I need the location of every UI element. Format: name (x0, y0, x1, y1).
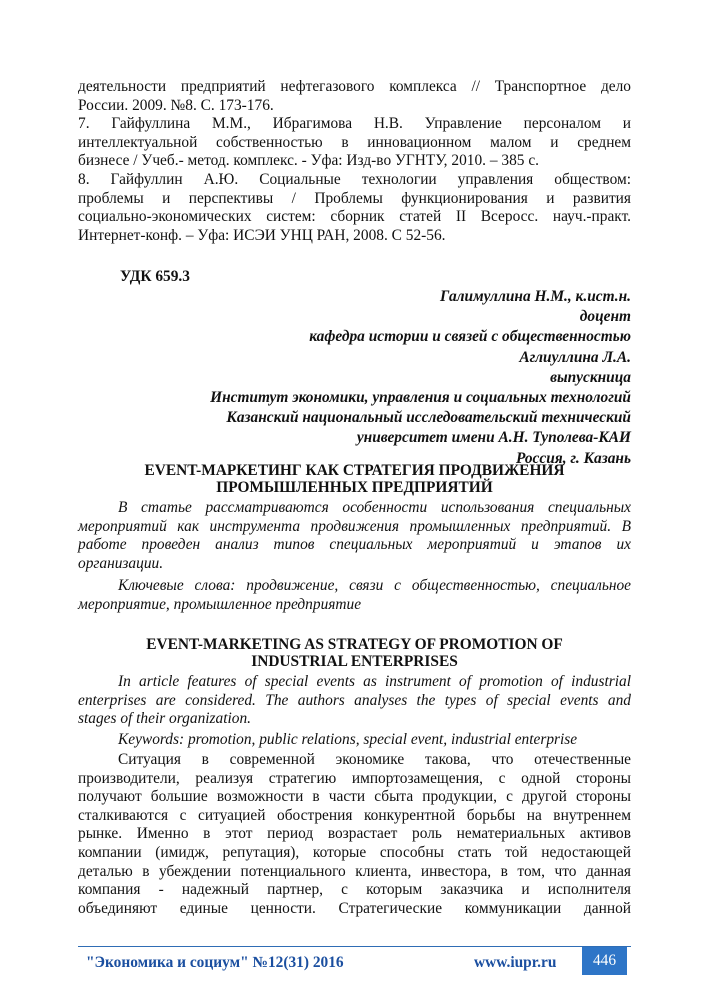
reference-line: 7. Гайфуллина М.М., Ибрагимова Н.В. Управление персоналом и (78, 115, 631, 133)
reference-line: деятельности предприятий нефтегазового комплекса // Транспортное дело (78, 78, 631, 95)
article-title-en (78, 636, 631, 670)
title-line: ПРОМЫШЛЕННЫХ ПРЕДПРИЯТИЙ (216, 479, 493, 496)
author-block (78, 287, 631, 469)
reference-line: России. 2009. №8. С. 173-176. (78, 96, 274, 114)
body-line: объединяют единые ценности. Стратегические коммуникации данной (78, 899, 631, 917)
reference-item (78, 78, 631, 115)
page-number: 446 (582, 947, 627, 975)
abstract-line: In article features of special events as instrument of promotion of industrial (118, 673, 631, 690)
body-line: рынке. Именно в этот период возрастает роль нематериальных активов (78, 825, 631, 843)
abstract-line: В статье рассматриваются особенности использования специальных (118, 499, 631, 516)
reference-line: проблемы и перспективы / Проблемы функционирования и развития (78, 189, 631, 207)
article-title-ru (78, 462, 631, 496)
reference-line: 8. Гайфуллин А.Ю. Социальные технологии управления обществом: (78, 170, 631, 188)
author-university: университет имени А.Н. Туполева-КАИ (356, 429, 631, 447)
author-university: Казанский национальный исследовательский технический (226, 409, 631, 427)
abstract-ru (78, 499, 631, 573)
body-line: сталкиваются с ситуацией обострения конкурентной борьбы на внутреннем (78, 806, 631, 824)
reference-item (78, 115, 631, 171)
title-line: EVENT-MARKETING AS STRATEGY OF PROMOTION OF (146, 636, 563, 653)
body-paragraph (78, 751, 631, 918)
references-list (78, 78, 631, 245)
author-name: Аглиуллина Л.А. (519, 348, 631, 366)
abstract-line: enterprises are considered. The authors analyses the types of special events and (78, 691, 631, 709)
footer-divider (78, 946, 631, 947)
abstract-line: организации. (78, 554, 164, 572)
author-position: доцент (579, 308, 631, 326)
title-line: INDUSTRIAL ENTERPRISES (251, 653, 458, 670)
body-line: компании (имидж, репутация), которые способны стать той недостающей (78, 843, 631, 861)
body-line: получают большие возможности в части сбыта продукции, с другой стороны (78, 788, 631, 806)
body-line: компания - надежный партнер, с которым заказчика и исполнителя (78, 881, 631, 899)
reference-line: Интернет-конф. – Уфа: ИСЭИ УНЦ РАН, 2008. С 52-56. (78, 226, 446, 244)
author-department: кафедра истории и связей с общественностью (309, 328, 631, 346)
abstract-line: работе проведен анализ типов специальных мероприятий и этапов их (78, 536, 631, 554)
abstract-line: stages of their organization. (78, 710, 252, 728)
keywords-line: Keywords: promotion, public relations, special event, industrial enterprise (118, 731, 578, 748)
reference-line: бизнесе / Учеб.- метод. комплекс. - Уфа: Изд-во УГНТУ, 2010. – 385 с. (78, 152, 540, 170)
author-position: выпускница (550, 368, 631, 386)
reference-line: социально-экономических систем: сборник статей II Всеросс. науч.-практ. (78, 208, 631, 226)
author-institute: Институт экономики, управления и социальных технологий (210, 389, 631, 407)
abstract-en (78, 673, 631, 729)
abstract-line: мероприятий как инструмента продвижения промышленных предприятий. В (78, 517, 631, 535)
body-line: Ситуация в современной экономике такова, что отечественные (118, 751, 631, 768)
reference-item (78, 171, 631, 245)
reference-line: интеллектуальной собственностью в инновационном малом и среднем (78, 133, 631, 151)
keywords-line: Ключевые слова: продвижение, связи с общественностью, специальное (118, 577, 631, 594)
keywords-line: мероприятие, промышленное предприятие (78, 595, 362, 613)
body-line: деталью в убеждении потенциального клиента, инвестора, в том, что данная (78, 862, 631, 880)
udk-code: УДК 659.3 (120, 268, 190, 285)
keywords-en (78, 731, 631, 750)
title-line: EVENT-МАРКЕТИНГ КАК СТРАТЕГИЯ ПРОДВИЖЕНИЯ (144, 462, 565, 479)
author-location: Россия, г. Казань (516, 449, 631, 467)
body-line: производители, реализуя стратегию импортозамещения, с одной стороны (78, 769, 631, 787)
keywords-ru (78, 577, 631, 614)
journal-name: "Экономика и социум" №12(31) 2016 (86, 954, 344, 971)
author-name: Галимуллина Н.М., к.ист.н. (440, 288, 631, 305)
journal-url[interactable]: www.iupr.ru (474, 954, 557, 971)
